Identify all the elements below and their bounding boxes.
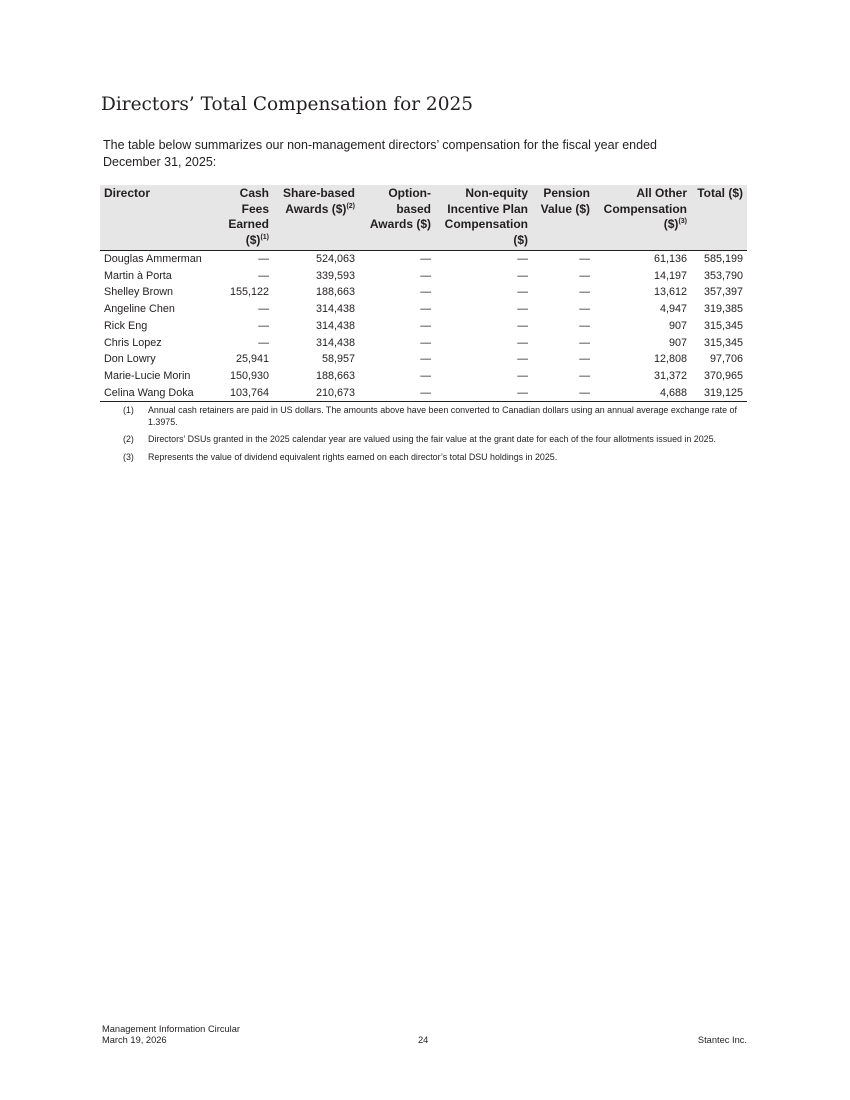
table-row (100, 284, 747, 301)
table-row (100, 301, 747, 318)
cell-director: Don Lowry (104, 353, 156, 366)
cell-option: — (420, 319, 431, 332)
header-cash-fees: Cash Fees Earned ($)$^{(1)}$ (207, 185, 273, 251)
cell-share: 188,663 (315, 286, 355, 299)
cell-total: 319,385 (703, 303, 743, 316)
cell-other: 4,947 (659, 303, 687, 316)
footer-date: March 19, 2026 (102, 1034, 167, 1045)
cell-option: — (420, 253, 431, 265)
footnote-text: Annual cash retainers are paid in US dollars. The amounts above have been converted to Canadian dollars using an annual average exchange rate of 1.3975. (148, 405, 737, 427)
cell-share: 314,438 (315, 319, 355, 332)
cell-share: 524,063 (315, 253, 355, 265)
cell-share: 314,438 (315, 336, 355, 349)
cell-director: Marie-Lucie Morin (104, 369, 191, 382)
cell-total: 97,706 (709, 353, 743, 366)
cell-pension: — (579, 353, 590, 366)
cell-share: 188,663 (315, 369, 355, 382)
footnote (123, 452, 749, 464)
cell-pension: — (579, 336, 590, 349)
cell-cash: — (258, 303, 269, 316)
cell-share: 210,673 (273, 385, 359, 402)
footnote-number: (1) (123, 405, 134, 415)
cell-nonequity: — (517, 369, 528, 382)
cell-nonequity: — (517, 336, 528, 349)
cell-option: — (420, 286, 431, 299)
cell-nonequity: — (517, 286, 528, 299)
table-row (100, 335, 747, 352)
page-number: 24 (418, 1035, 429, 1045)
header-director: Director (100, 185, 207, 251)
cell-other: 12,808 (653, 353, 687, 366)
cell-total: 370,965 (703, 369, 743, 382)
compensation-table (100, 185, 747, 402)
cell-other: 14,197 (653, 269, 687, 282)
header-pension: Pension Value ($) (532, 185, 594, 251)
table-row (100, 351, 747, 368)
cell-total: 315,345 (703, 336, 743, 349)
header-share-based: Share-based Awards ($)$^{(2)}$ (273, 185, 359, 251)
footnote-ref-2: (2) (346, 202, 355, 210)
cell-share: 339,593 (315, 269, 355, 282)
cell-other: 31,372 (653, 369, 687, 382)
cell-director: Celina Wang Doka (100, 385, 207, 402)
cell-pension: — (579, 286, 590, 299)
cell-cash: 150,930 (229, 369, 269, 382)
intro-paragraph: The table below summarizes our non-management directors’ compensation for the fiscal year ended December 31, 2025: (103, 138, 657, 169)
footnote-text: Directors’ DSUs granted in the 2025 calendar year are valued using the fair value at the grant date for each of the four allotments issued in 2025. (148, 434, 717, 445)
cell-director: Shelley Brown (104, 286, 174, 299)
footer-doc-info (102, 1024, 240, 1045)
cell-pension: — (579, 369, 590, 382)
footnote (123, 405, 749, 428)
cell-other: 907 (668, 336, 687, 349)
cell-total: 585,199 (703, 253, 743, 265)
cell-total: 319,125 (691, 385, 747, 402)
header-non-equity: Non-equity Incentive Plan Compensation ($) (435, 185, 532, 251)
cell-option: — (420, 269, 431, 282)
footnotes (123, 405, 749, 469)
cell-total: 353,790 (703, 269, 743, 282)
cell-nonequity: — (435, 385, 532, 402)
cell-cash: — (258, 319, 269, 332)
cell-cash: — (258, 253, 269, 265)
cell-cash: 155,122 (229, 286, 269, 299)
header-total: Total ($) (691, 185, 747, 251)
cell-cash: — (258, 336, 269, 349)
footnote-ref-1: (1) (260, 233, 269, 241)
cell-other: 61,136 (653, 253, 687, 265)
cell-pension: — (579, 319, 590, 332)
cell-director: Douglas Ammerman (104, 253, 202, 265)
cell-cash: — (258, 269, 269, 282)
cell-nonequity: — (517, 319, 528, 332)
footer-company: Stantec Inc. (697, 1035, 747, 1045)
header-option-based: Option-based Awards ($) (359, 185, 435, 251)
cell-director: Martin à Porta (104, 269, 172, 282)
cell-other: 907 (668, 319, 687, 332)
cell-cash: 25,941 (235, 353, 269, 366)
cell-nonequity: — (517, 253, 528, 265)
table-row (100, 251, 747, 268)
cell-director: Angeline Chen (104, 303, 175, 316)
cell-option: — (359, 385, 435, 402)
cell-other: 4,688 (594, 385, 691, 402)
footer-doc-name: Management Information Circular (102, 1024, 240, 1034)
header-all-other: All Other Compensation ($)$^{(3)}$ (594, 185, 691, 251)
cell-share: 58,957 (321, 353, 355, 366)
cell-director: Chris Lopez (104, 336, 162, 349)
table-row (100, 368, 747, 385)
cell-option: — (420, 336, 431, 349)
table-row (100, 318, 747, 335)
footnote (123, 434, 749, 446)
cell-total: 315,345 (703, 319, 743, 332)
cell-pension: — (579, 253, 590, 265)
table-row (100, 385, 747, 402)
cell-cash: 103,764 (207, 385, 273, 402)
cell-option: — (420, 303, 431, 316)
table-row (100, 268, 747, 285)
footnote-number: (3) (123, 451, 134, 462)
table-header-row (100, 185, 747, 251)
cell-total: 357,397 (703, 286, 743, 299)
cell-option: — (420, 353, 431, 366)
cell-pension: — (579, 303, 590, 316)
cell-other: 13,612 (653, 286, 687, 299)
cell-nonequity: — (517, 303, 528, 316)
footnote-number: (2) (123, 434, 134, 445)
page-title: Directors’ Total Compensation for 2025 (101, 94, 474, 115)
cell-nonequity: — (517, 269, 528, 282)
cell-share: 314,438 (315, 303, 355, 316)
cell-pension: — (579, 269, 590, 282)
cell-director: Rick Eng (104, 319, 148, 332)
cell-option: — (420, 369, 431, 382)
footnote-text: Represents the value of dividend equivalent rights earned on each director’s total DSU holdings in 2025. (148, 451, 558, 462)
cell-pension: — (532, 385, 594, 402)
footnote-ref-3: (3) (678, 218, 687, 225)
cell-nonequity: — (517, 353, 528, 366)
